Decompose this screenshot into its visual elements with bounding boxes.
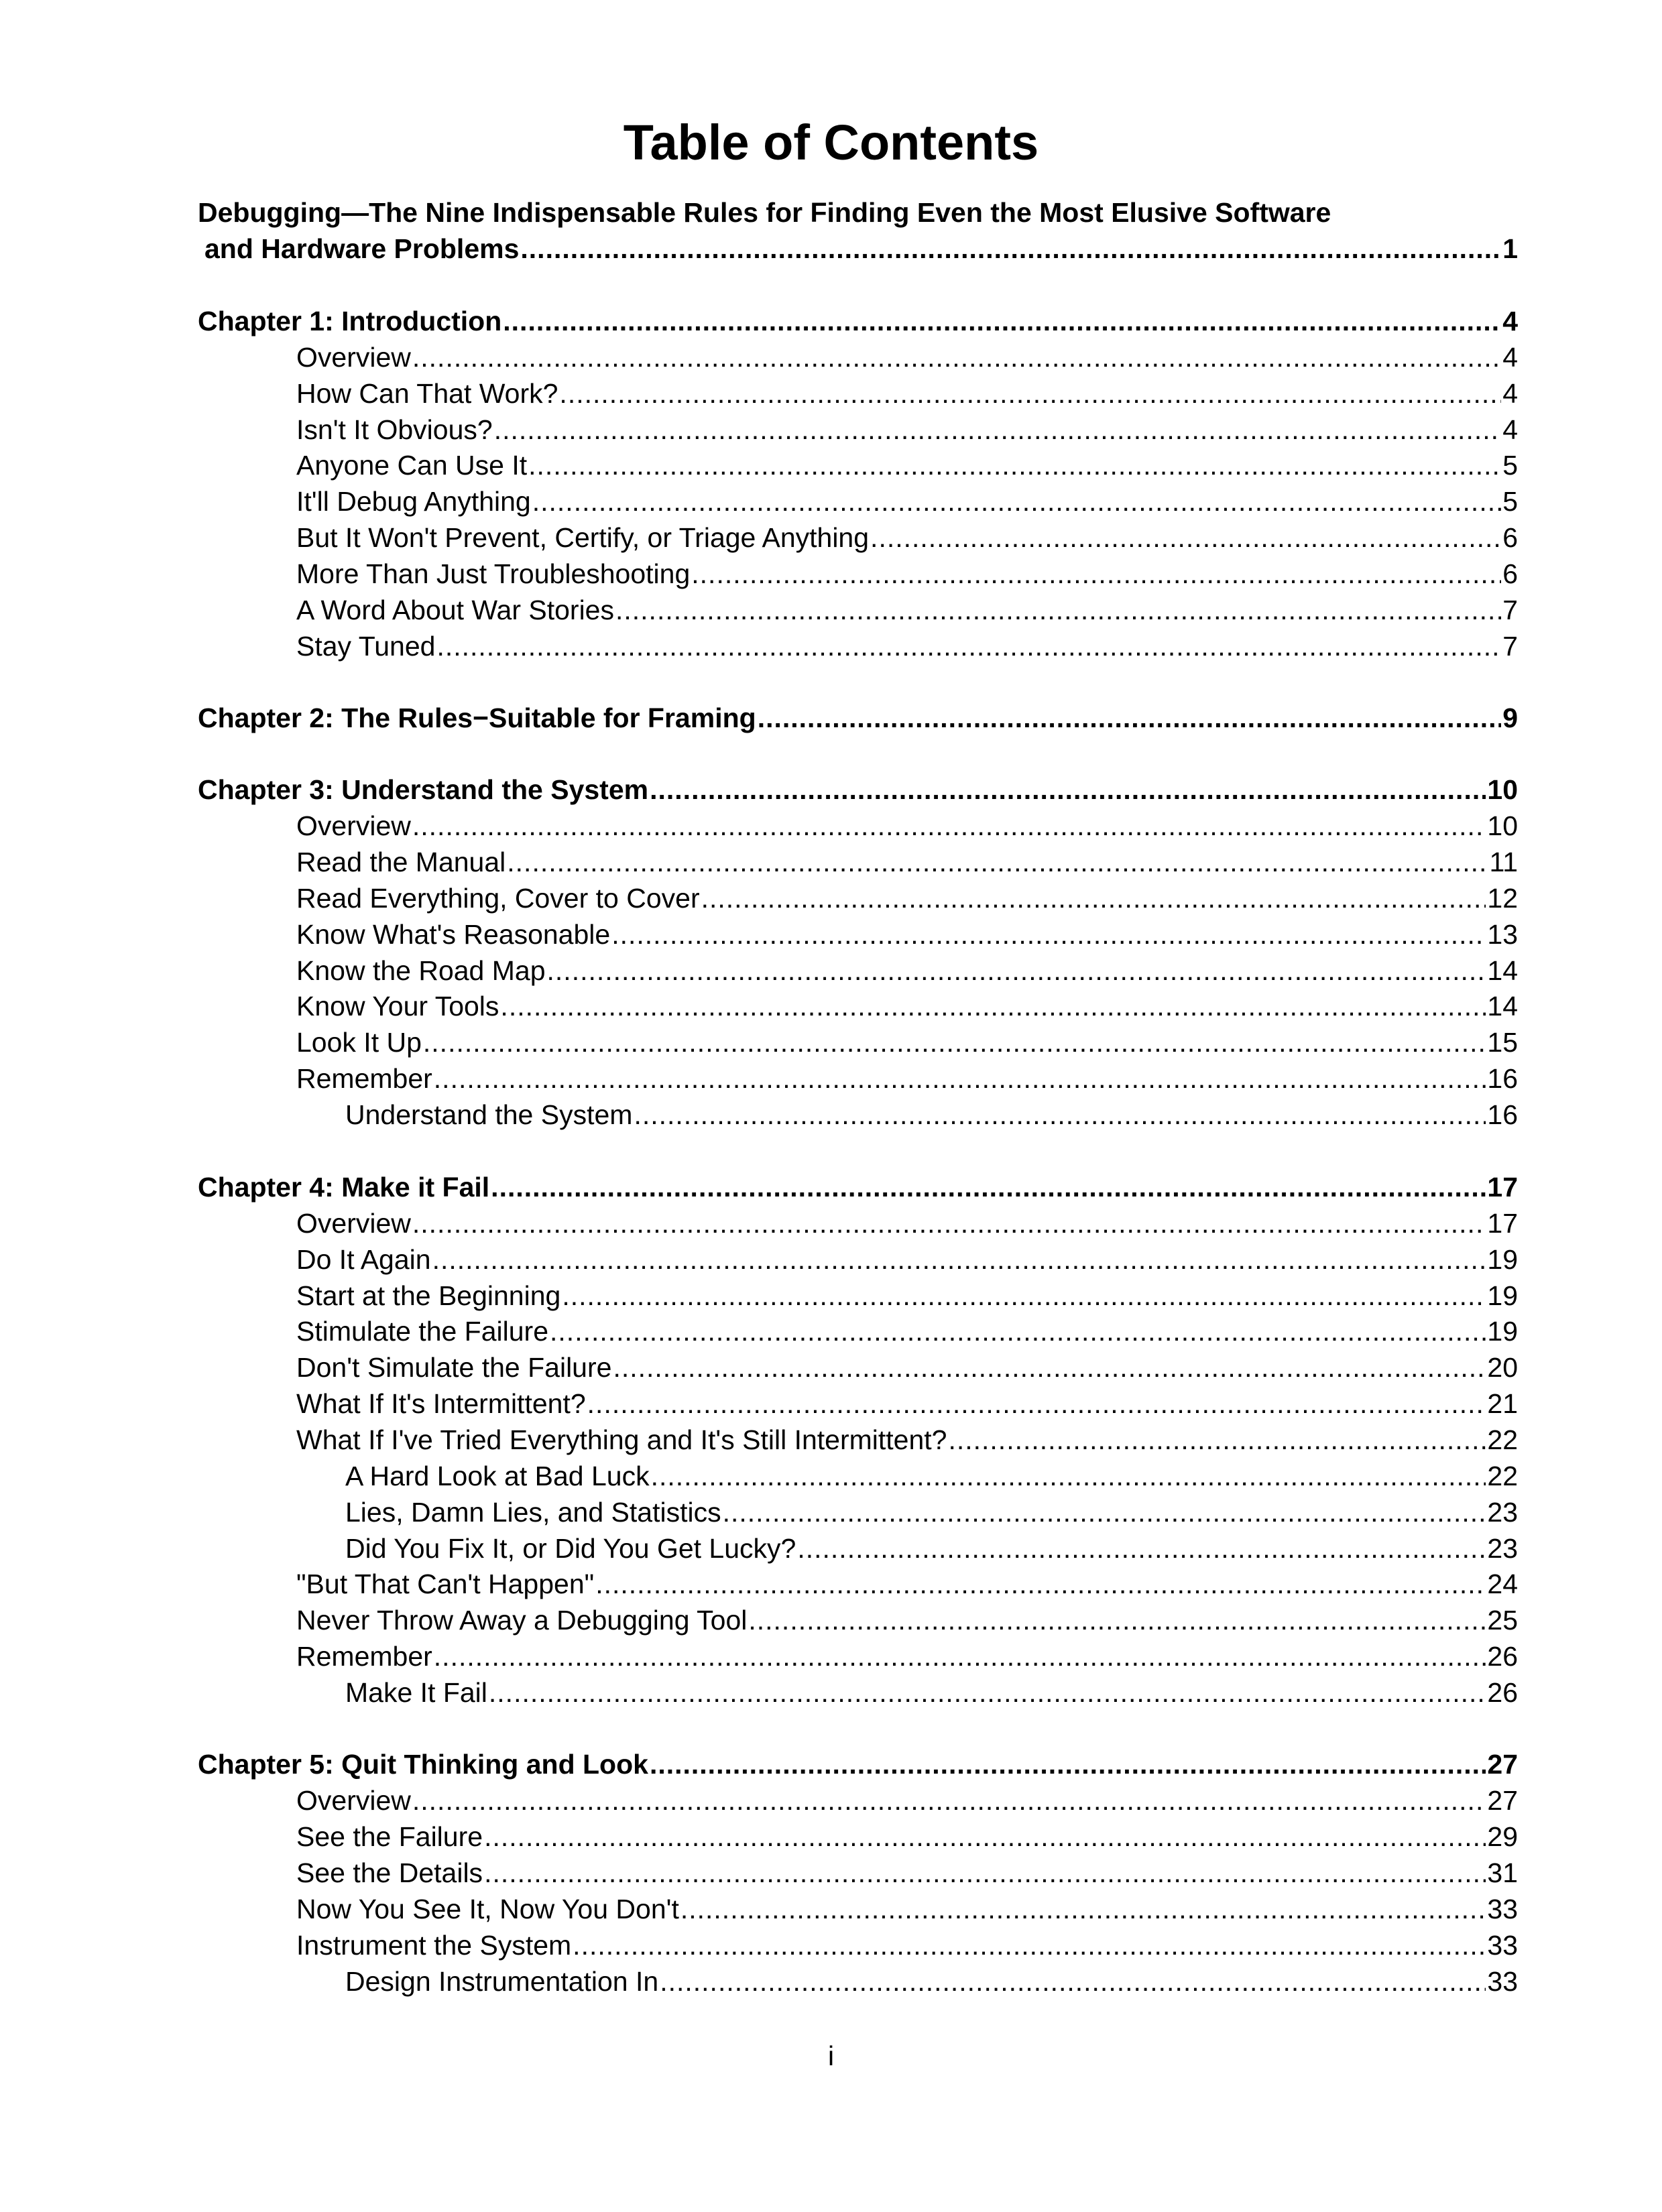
toc-entry-page: 4 (1502, 306, 1518, 336)
toc-entry-label: and Hardware Problems (204, 233, 520, 264)
dot-leader (650, 772, 1486, 808)
toc-entry-label: Remember (296, 1641, 432, 1672)
toc-section-entry[interactable] (296, 1241, 1518, 1278)
toc-section-entry[interactable] (296, 1349, 1518, 1386)
toc-section-entry[interactable] (296, 628, 1518, 664)
toc-entry-label: Chapter 5: Quit Thinking and Look (198, 1749, 648, 1780)
toc-entry-label: Chapter 3: Understand the System (198, 774, 649, 805)
toc-entry-label: Don't Simulate the Failure (296, 1352, 612, 1383)
toc-entry-page: 31 (1487, 1857, 1518, 1888)
toc-entry-label: A Word About War Stories (296, 595, 614, 625)
toc-entry-page: 26 (1487, 1641, 1518, 1672)
dot-leader (870, 519, 1501, 556)
toc-entry-page: 29 (1487, 1821, 1518, 1852)
dot-leader (587, 1386, 1486, 1422)
toc-entry-page: 23 (1487, 1533, 1518, 1564)
toc-section-entry[interactable] (296, 1855, 1518, 1891)
toc-entry-label: A Hard Look at Bad Luck (345, 1461, 650, 1491)
toc-entry-label: Understand the System (345, 1099, 633, 1130)
toc-entry-label: Read Everything, Cover to Cover (296, 883, 700, 914)
toc-entry-page: 22 (1487, 1461, 1518, 1491)
toc-section-entry[interactable] (296, 556, 1518, 592)
toc-section-entry[interactable] (296, 483, 1518, 519)
toc-entry-page: 7 (1502, 631, 1518, 662)
toc-chapter-entry[interactable] (198, 303, 1518, 339)
toc-entry-page: 10 (1487, 810, 1518, 841)
toc-entry-page: 33 (1487, 1894, 1518, 1924)
toc-entry-page: 17 (1487, 1208, 1518, 1239)
toc-subsection-entry[interactable] (345, 1674, 1518, 1711)
dot-leader (494, 412, 1502, 448)
page-title: Table of Contents (623, 115, 1039, 170)
toc-section-entry[interactable] (296, 447, 1518, 483)
dot-leader (634, 1097, 1486, 1133)
toc-entry-label: More Than Just Troubleshooting (296, 558, 691, 589)
toc-entry-page: 14 (1487, 991, 1518, 1022)
toc-entry-label: Anyone Can Use It (296, 450, 528, 481)
dot-leader (660, 1963, 1486, 2000)
toc-entry-label: Know What's Reasonable (296, 919, 611, 950)
toc-section-entry[interactable] (296, 988, 1518, 1024)
toc-entry-label: See the Details (296, 1857, 483, 1888)
dot-leader (948, 1422, 1486, 1458)
toc-section-entry[interactable] (296, 1205, 1518, 1241)
toc-entry-label: Overview (296, 342, 411, 373)
toc-entry-label: Start at the Beginning (296, 1280, 561, 1311)
dot-leader (489, 1674, 1486, 1711)
dot-leader (573, 1927, 1486, 1963)
toc-subsection-entry[interactable] (345, 1097, 1518, 1133)
toc-entry-page: 26 (1487, 1677, 1518, 1708)
toc-entry-page: 20 (1487, 1352, 1518, 1383)
toc-entry-page: 4 (1502, 342, 1518, 373)
dot-leader (701, 880, 1486, 916)
toc-entry-label: But It Won't Prevent, Certify, or Triage Anything (296, 522, 870, 553)
toc-entry-page: 19 (1487, 1280, 1518, 1311)
toc-entry-label: Isn't It Obvious? (296, 414, 493, 445)
toc-subsection-entry[interactable] (345, 1530, 1518, 1566)
dot-leader (680, 1891, 1486, 1927)
toc-entry-label: "But That Can't Happen" (296, 1569, 595, 1599)
dot-leader (691, 556, 1501, 592)
toc-section-entry[interactable] (296, 375, 1518, 412)
toc-entry-label: Now You See It, Now You Don't (296, 1894, 679, 1924)
toc-entry-page: 17 (1487, 1172, 1518, 1203)
dot-leader (797, 1530, 1486, 1566)
dot-leader (434, 1638, 1486, 1674)
toc-entry-page: 27 (1487, 1785, 1518, 1816)
toc-entry-page: 1 (1502, 233, 1518, 264)
dot-leader (412, 339, 1501, 375)
toc-entry-label: What If I've Tried Everything and It's Still Intermittent? (296, 1424, 947, 1455)
dot-leader (520, 231, 1501, 267)
dot-leader (650, 1746, 1486, 1782)
toc-entry-page: 33 (1487, 1930, 1518, 1961)
toc-section-entry[interactable] (296, 1819, 1518, 1855)
toc-section-entry[interactable] (296, 880, 1518, 916)
book-title-line1: Debugging—The Nine Indispensable Rules for Finding Even the Most Elusive Software (198, 197, 1331, 228)
toc-entry-label: Stimulate the Failure (296, 1316, 549, 1347)
toc-entry-page: 13 (1487, 919, 1518, 950)
toc-section-entry[interactable] (296, 916, 1518, 953)
toc-entry-book-title[interactable] (204, 231, 1518, 267)
dot-leader (758, 700, 1502, 736)
toc-section-entry[interactable] (296, 592, 1518, 628)
toc-subsection-entry[interactable] (345, 1458, 1518, 1494)
dot-leader (613, 1349, 1486, 1386)
dot-leader (559, 375, 1501, 412)
toc-entry-label: Instrument the System (296, 1930, 572, 1961)
dot-leader (500, 988, 1486, 1024)
toc-chapter-entry[interactable] (198, 700, 1518, 736)
toc-section-entry[interactable] (296, 339, 1518, 375)
toc-entry-page: 14 (1487, 955, 1518, 986)
toc-entry-label: Remember (296, 1063, 432, 1094)
toc-entry-label: Stay Tuned (296, 631, 436, 662)
toc-entry-label: Know Your Tools (296, 991, 499, 1022)
toc-section-entry[interactable] (296, 953, 1518, 989)
dot-leader (611, 916, 1486, 953)
dot-leader (436, 628, 1501, 664)
dot-leader (434, 1060, 1486, 1097)
toc-entry-label: Read the Manual (296, 847, 506, 877)
toc-section-entry[interactable] (296, 1782, 1518, 1819)
dot-leader (412, 808, 1486, 844)
page-number: i (827, 2040, 835, 2071)
dot-leader (723, 1494, 1486, 1530)
toc-entry-label: See the Failure (296, 1821, 483, 1852)
toc-section-entry[interactable] (296, 1422, 1518, 1458)
toc-section-entry[interactable] (296, 1386, 1518, 1422)
dot-leader (503, 303, 1501, 339)
toc-entry-label: Overview (296, 810, 411, 841)
dot-leader (484, 1855, 1486, 1891)
toc-entry-page: 10 (1487, 774, 1518, 805)
toc-entry-page: 6 (1502, 522, 1518, 553)
toc-section-entry[interactable] (296, 1891, 1518, 1927)
toc-entry-page: 19 (1487, 1316, 1518, 1347)
toc-section-entry[interactable] (296, 1313, 1518, 1349)
toc-entry-page: 16 (1487, 1063, 1518, 1094)
toc-section-entry[interactable] (296, 1278, 1518, 1314)
dot-leader (484, 1819, 1486, 1855)
toc-entry-label: It'll Debug Anything (296, 486, 531, 517)
dot-leader (748, 1602, 1486, 1638)
toc-entry-page: 15 (1487, 1027, 1518, 1058)
dot-leader (528, 447, 1501, 483)
toc-entry-page: 4 (1502, 378, 1518, 409)
toc-entry-label: Never Throw Away a Debugging Tool (296, 1605, 748, 1636)
toc-section-entry[interactable] (296, 412, 1518, 448)
dot-leader (532, 483, 1501, 519)
toc-section-entry[interactable] (296, 1927, 1518, 1963)
toc-entry-label: Design Instrumentation In (345, 1966, 659, 1997)
toc-entry-page: 6 (1502, 558, 1518, 589)
toc-entry-page: 24 (1487, 1569, 1518, 1599)
toc-entry-page: 23 (1487, 1497, 1518, 1528)
toc-entry-label: Lies, Damn Lies, and Statistics (345, 1497, 721, 1528)
toc-entry-page: 27 (1487, 1749, 1518, 1780)
dot-leader (547, 953, 1486, 989)
dot-leader (491, 1169, 1486, 1205)
toc-entry-label: Overview (296, 1785, 411, 1816)
dot-leader (507, 844, 1488, 880)
dot-leader (651, 1458, 1486, 1494)
toc-entry-label: Chapter 4: Make it Fail (198, 1172, 490, 1203)
toc-entry-page: 7 (1502, 595, 1518, 625)
toc-chapter-entry[interactable] (198, 1169, 1518, 1205)
toc-chapter-entry[interactable] (198, 1746, 1518, 1782)
toc-section-entry[interactable] (296, 1566, 1518, 1602)
toc-entry-label: Do It Again (296, 1244, 431, 1275)
toc-entry-page: 33 (1487, 1966, 1518, 1997)
dot-leader (432, 1241, 1486, 1278)
toc-entry-label: Make It Fail (345, 1677, 487, 1708)
toc-entry-page: 25 (1487, 1605, 1518, 1636)
toc-subsection-entry[interactable] (345, 1494, 1518, 1530)
toc-entry-label: How Can That Work? (296, 378, 558, 409)
toc-entry-page: 5 (1502, 450, 1518, 481)
dot-leader (423, 1024, 1486, 1060)
toc-entry-label: Overview (296, 1208, 411, 1239)
toc-section-entry[interactable] (296, 808, 1518, 844)
toc-chapter-entry[interactable] (198, 772, 1518, 808)
toc-subsection-entry[interactable] (345, 1963, 1518, 2000)
dot-leader (595, 1566, 1486, 1602)
toc-entry-label: Chapter 1: Introduction (198, 306, 502, 336)
toc-entry-page: 11 (1489, 847, 1518, 877)
toc-entry-label: Did You Fix It, or Did You Get Lucky? (345, 1533, 796, 1564)
toc-entry-label: Chapter 2: The Rules−Suitable for Framing (198, 702, 756, 733)
dot-leader (412, 1782, 1486, 1819)
toc-entry-page: 5 (1502, 486, 1518, 517)
dot-leader (615, 592, 1501, 628)
toc-section-entry[interactable] (296, 519, 1518, 556)
toc-entry-page: 12 (1487, 883, 1518, 914)
toc-entry-label: What If It's Intermittent? (296, 1388, 586, 1419)
dot-leader (412, 1205, 1486, 1241)
toc-entry-page: 4 (1502, 414, 1518, 445)
toc-section-entry[interactable] (296, 1638, 1518, 1674)
toc-entry-page: 21 (1487, 1388, 1518, 1419)
toc-entry-page: 16 (1487, 1099, 1518, 1130)
toc-section-entry[interactable] (296, 1024, 1518, 1060)
toc-section-entry[interactable] (296, 844, 1518, 880)
toc-entry-page: 22 (1487, 1424, 1518, 1455)
toc-section-entry[interactable] (296, 1602, 1518, 1638)
toc-entry-label: Know the Road Map (296, 955, 546, 986)
toc-entry-page: 9 (1502, 702, 1518, 733)
dot-leader (562, 1278, 1486, 1314)
toc-section-entry[interactable] (296, 1060, 1518, 1097)
dot-leader (550, 1313, 1486, 1349)
toc-entry-page: 19 (1487, 1244, 1518, 1275)
toc-entry-label: Look It Up (296, 1027, 422, 1058)
